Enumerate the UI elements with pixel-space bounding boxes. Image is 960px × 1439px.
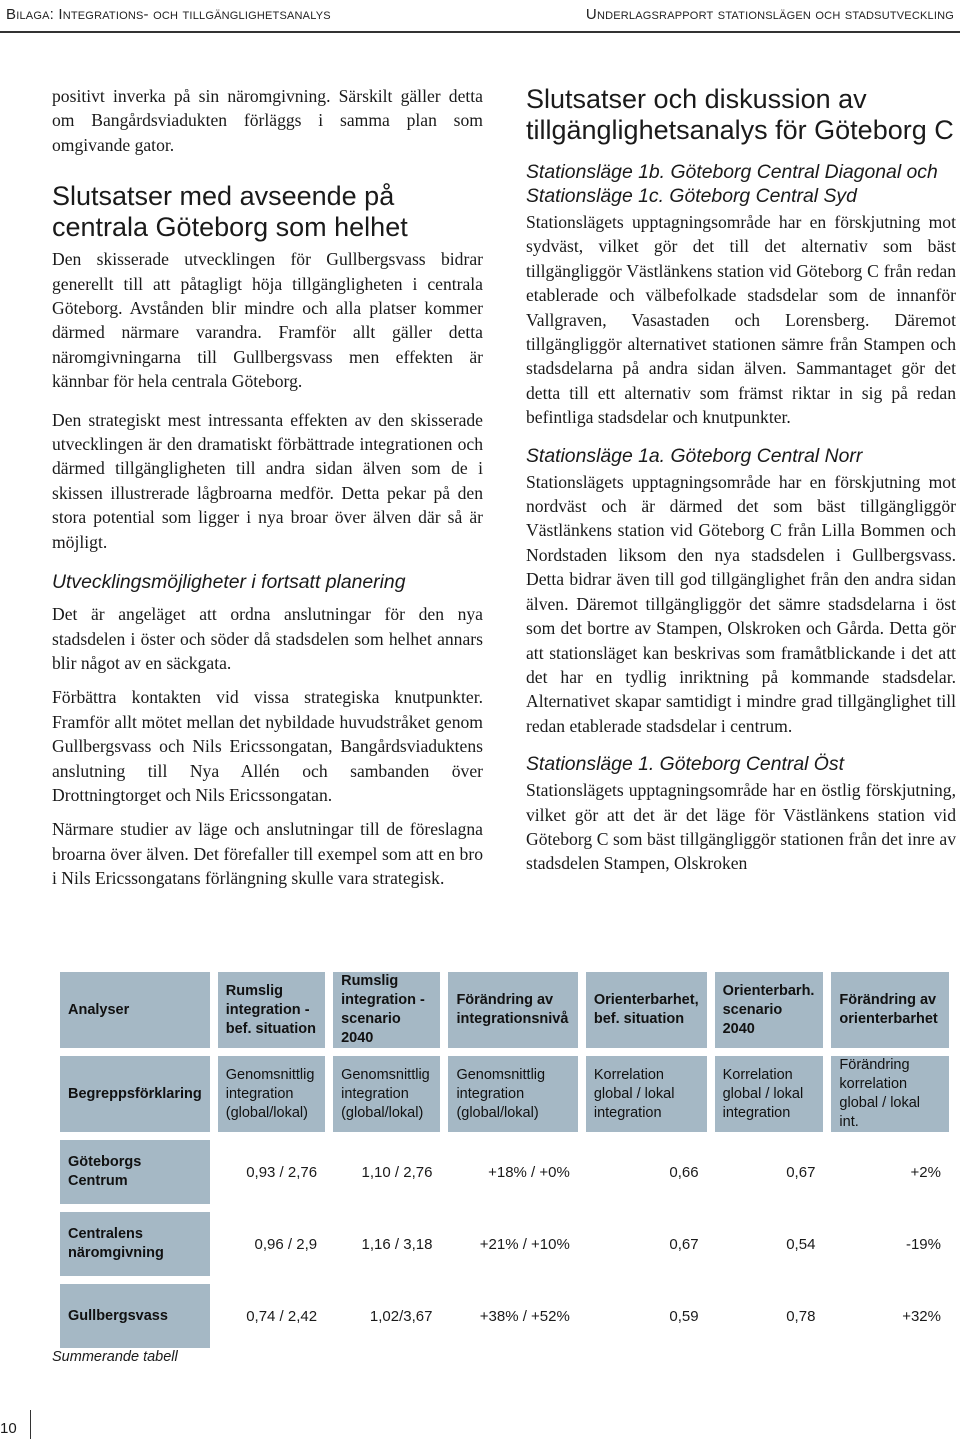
paragraph: Stationslägets upptagningsområde har en östlig förskjutning, vilket gör att det är det läge för Västlänkens station vid Göteborg C som bäst tillgängliggör stationen från det inre av stadsdelen Stampen, Olskroken (526, 780, 956, 874)
table-explanation-row (60, 1056, 949, 1132)
subheading: Stationsläge 1a. Göteborg Central Norr (526, 444, 863, 467)
paragraph: Det är angeläget att ordna anslutningar för den nya stadsdelen i öster och söder då stadsdelen som helhet annars blir något av en säckgata. (52, 604, 483, 673)
table-cell: +2% (831, 1140, 949, 1204)
table-cell: 0,74 / 2,42 (218, 1284, 325, 1348)
table-explanation-cell: Genomsnittlig integration (global/lokal) (218, 1056, 325, 1132)
table-col-header: Förändring av integrationsnivå (448, 972, 577, 1048)
table-explanation-cell: Genomsnittlig integration (global/lokal) (333, 1056, 440, 1132)
summary-table (52, 964, 957, 1356)
table-col-header: Förändring av orienterbarhet (831, 972, 949, 1048)
table-cell: 0,66 (586, 1140, 707, 1204)
table-cell: -19% (831, 1212, 949, 1276)
table-cell: 0,96 / 2,9 (218, 1212, 325, 1276)
paragraph: Stationslägets upptagningsområde har en förskjutning mot nordväst och är därmed det som bäst tillgängliggör Västlänkens station vid Göteborg C från Lilla Bommen och Nordstaden liksom den nya stadsdelen i Gullbergsvass. Detta bidrar även till god tillgänglighet från den andra sidan älven. Däremot tillgängliggör det sämre stadsdelarna i öst som det bortre av Stampen, Olskroken och Gårda. Detta gör att stationsläget kan beskrivas som framåtblickande i det att det har en tydlig inriktning på kommande stadsdelar. Alternativet skapar samtidigt i mindre grad tillgänglighet till redan etablerade stadsdelar i centrum. (526, 471, 956, 736)
table-row-header: Begreppsförklaring (60, 1056, 210, 1132)
table-col-header: Analyser (60, 972, 210, 1048)
table-cell: 0,67 (715, 1140, 824, 1204)
header-right: Underlagsrapport stationslägen och stadsutveckling (585, 6, 954, 23)
table-cell: 1,02/3,67 (333, 1284, 440, 1348)
table-row-header: Göteborgs Centrum (60, 1140, 210, 1204)
table-cell: 1,16 / 3,18 (333, 1212, 440, 1276)
table-col-header: Orienterbarhet, bef. situation (586, 972, 707, 1048)
subheading: Stationsläge 1b. Göteborg Central Diagonal och Stationsläge 1c. Göteborg Central Syd (526, 161, 938, 207)
table-explanation-cell: Korrelation global / lokal integration (715, 1056, 824, 1132)
table-row-header: Gullbergsvass (60, 1284, 210, 1348)
paragraph: Förbättra kontakten vid vissa strategiska knutpunkter. Framför allt mötet mellan det nybildade huvudstråket genom Gullbergsvass och Nils Ericssongatan, Bangårdsviaduktens anslutning till Nya Allén och sambanden över Drottningtorget och Nils Ericssongatan. (52, 687, 483, 805)
table-explanation-cell: Genomsnittlig integration (global/lokal) (448, 1056, 577, 1132)
table-col-header: Orienterbarh. scenario 2040 (715, 972, 824, 1048)
right-column (526, 84, 956, 876)
table-cell: +32% (831, 1284, 949, 1348)
header-left: Bilaga: Integrations- och tillgänglighetsanalys (6, 6, 331, 23)
paragraph: Den skisserade utvecklingen för Gullbergsvass bidrar generellt till att påtagligt höja tillgängligheten i centrala Göteborg. Avstånden blir mindre och alla platser kommer därmed närmare varandra. Framför allt gäller detta näromgivningarna till Gullbergsvass men effekten är kännbar för hela centrala Göteborg. (52, 249, 483, 392)
subheading: Utvecklingsmöjligheter i fortsatt planering (52, 571, 406, 594)
section-heading: Slutsatser med avseende på centrala Göteborg som helhet (52, 181, 408, 243)
intro-paragraph: positivt inverka på sin näromgivning. Särskilt gäller detta om Bangårdsviadukten förläggs i samma plan som omgivande gator. (52, 86, 483, 155)
table-row (60, 1284, 949, 1348)
table-cell: 0,59 (586, 1284, 707, 1348)
table-cell: 0,93 / 2,76 (218, 1140, 325, 1204)
paragraph: Den strategiskt mest intressanta effekten av den skisserade utvecklingen är den dramatiskt förbättrade integrationen och därmed tillgängligheten till andra sidan älven som de i skissen illustrerade lågbroarna medför. Detta pekar på den stora potential som ligger i nya broar över älven där så är möjligt. (52, 409, 483, 552)
paragraph: Stationslägets upptagningsområde har en förskjutning mot sydväst, vilket gör det till det alternativ som bäst tillgängliggör Västlänkens station vid Göteborg C från redan etablerade och välbefolkade stadsdelar som de innanför Vallgraven, Vasastaden och Lorensberg. Däremot tillgängliggör alternativet stationen sämre från Stampen och stadsdelarna på andra sidan älven. Sammantaget gör det detta till ett alternativ som främst riktar in sig på redan befintliga stadsdelar och knutpunkter. (526, 212, 956, 428)
table-cell: +18% / +0% (448, 1140, 577, 1204)
paragraph: Närmare studier av läge och anslutningar till de föreslagna broarna över älven. Det förefaller till exempel som att en bro i Nils Ericssongatans förlängning skulle vara strategisk. (52, 819, 483, 889)
page-number: 10 (0, 1420, 17, 1437)
subheading: Stationsläge 1. Göteborg Central Öst (526, 753, 844, 776)
left-column (52, 84, 483, 891)
page-number-rule (30, 1410, 31, 1439)
table-row-header: Centralens näromgivning (60, 1212, 210, 1276)
table-row (60, 1140, 949, 1204)
table-explanation-cell: Förändring korrelation global / lokal int. (831, 1056, 949, 1132)
table-cell: 0,67 (586, 1212, 707, 1276)
header-rule (0, 31, 960, 33)
section-heading: Slutsatser och diskussion av tillgänglighetsanalys för Göteborg C (526, 84, 954, 145)
table-cell: 0,78 (715, 1284, 824, 1348)
table-caption: Summerande tabell (52, 1349, 178, 1365)
table-row (60, 1212, 949, 1276)
table-cell: 1,10 / 2,76 (333, 1140, 440, 1204)
table-cell: +38% / +52% (448, 1284, 577, 1348)
table-col-header: Rumslig integration - bef. situation (218, 972, 325, 1048)
table-cell: +21% / +10% (448, 1212, 577, 1276)
table-col-header: Rumslig integration - scenario 2040 (333, 972, 440, 1048)
table-cell: 0,54 (715, 1212, 824, 1276)
table-header-row (60, 972, 949, 1048)
table-explanation-cell: Korrelation global / lokal integration (586, 1056, 707, 1132)
